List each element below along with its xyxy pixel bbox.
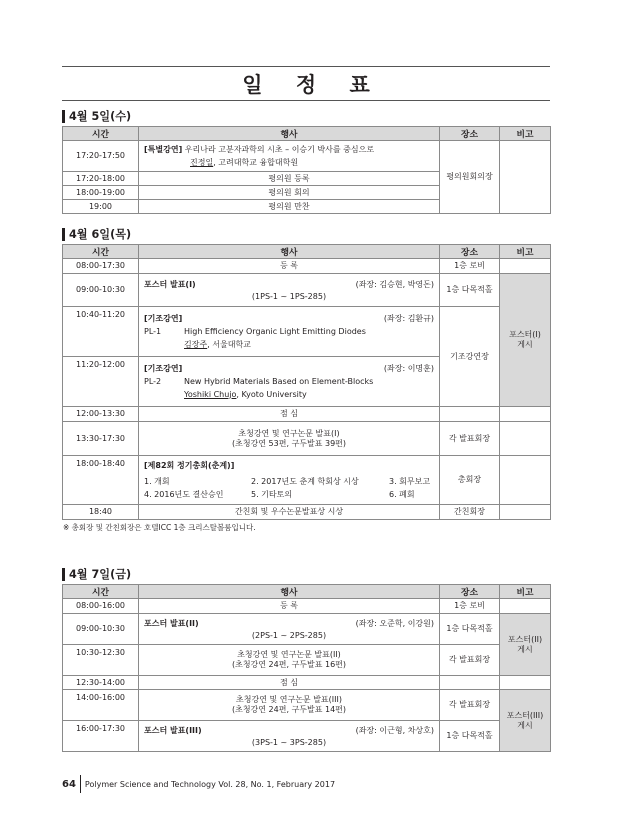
table-row: 17:20-18:00 평의원 등록 (63, 172, 551, 186)
table-row: 13:30-17:30 초청강연 및 연구논문 발표(I) (초청강연 53편, 구두발표 39편) 각 발표회장 (63, 422, 551, 456)
page-footer (62, 775, 335, 793)
table-row: 08:00-17:30 등 록 1층 로비 (63, 259, 551, 274)
day2-section (62, 226, 550, 533)
day1-heading: 4월 5일(수) (62, 108, 550, 124)
poster3-note-cell: 포스터(III) 게시 (500, 690, 551, 752)
table-row: 12:00-13:30 점 심 (63, 407, 551, 422)
table-header: 시간 행사 장소 비고 (63, 245, 551, 259)
poster-note-cell: 포스터(I) 게시 (500, 274, 551, 407)
footer-divider (80, 775, 81, 793)
top-rule (62, 66, 550, 67)
section-bar-icon (62, 228, 65, 241)
table-row: 18:00-18:40 [제82회 정기총회(춘계)] 1. 개회 2. 2017년도 춘계 학회상 시상 3. 회무보고 4. 2016년도 결산승인 5. 기타토의 6. 폐회 총회장 (63, 456, 551, 505)
table-row: 12:30-14:00 점 심 (63, 676, 551, 690)
journal-citation: Polymer Science and Technology Vol. 28, No. 1, February 2017 (84, 779, 336, 789)
table-row: 14:00-16:00 초청강연 및 연구논문 발표(III) (초청강연 24편, 구두발표 14편) 각 발표회장 포스터(III) 게시 (63, 690, 551, 721)
title-rule (62, 100, 550, 101)
table-row: 09:00-10:30 포스터 발표(I) (좌장: 김승현, 박영돈) (1PS-1 ~ 1PS-285) 1층 다목적홀 포스터(I) 게시 (63, 274, 551, 307)
table-header: 시간 행사 장소 비고 (63, 127, 551, 141)
section-bar-icon (62, 110, 65, 123)
table-row: 09:00-10:30 포스터 발표(II) (좌장: 오준학, 이강원) (2PS-1 ~ 2PS-285) 1층 다목적홀 포스터(II) 게시 (63, 614, 551, 645)
table-row: 11:20-12:00 [기조강연] (좌장: 이명훈) PL-2 New Hybrid Materials Based on Element-Blocks Yoshiki Chujo , Kyoto University (63, 357, 551, 407)
table-row: 10:40-11:20 [기조강연] (좌장: 김환규) PL-1 High Efficiency Organic Light Emitting Diodes 김장주 , 서울대학교 기조강연장 (63, 307, 551, 357)
table-row: 16:00-17:30 포스터 발표(III) (좌장: 이근형, 차상호) (3PS-1 ~ 3PS-285) 1층 다목적홀 (63, 721, 551, 752)
day3-section (62, 566, 550, 752)
page-number: 64 (62, 778, 76, 790)
day3-heading: 4월 7일(금) (62, 566, 550, 582)
table-row: 17:20-17:50 [특별강연] 우리나라 고분자과학의 시초 – 이승기 박사를 중심으로 진정일 , 고려대학교 융합대학원 평의원회의장 (63, 141, 551, 172)
footnote: ※ 총회장 및 간친회장은 호텔ICC 1층 크리스탈볼룸입니다. (63, 523, 256, 532)
day2-table (62, 244, 551, 520)
table-row: 10:30-12:30 초청강연 및 연구논문 발표(II) (초청강연 24편, 구두발표 16편) 각 발표회장 (63, 645, 551, 676)
day3-table (62, 584, 551, 752)
day1-table (62, 126, 551, 214)
poster2-note-cell: 포스터(II) 게시 (500, 614, 551, 676)
day1-section (62, 108, 550, 214)
table-row: 19:00 평의원 만찬 (63, 200, 551, 214)
table-row: 18:40 간친회 및 우수논문발표상 시상 간친회장 (63, 505, 551, 520)
table-row: 08:00-16:00 등 록 1층 로비 (63, 599, 551, 614)
table-header: 시간 행사 장소 비고 (63, 585, 551, 599)
section-bar-icon (62, 568, 65, 581)
page-title: 일 정 표 (242, 73, 383, 97)
day2-heading: 4월 6일(목) (62, 226, 550, 242)
table-row: 18:00-19:00 평의원 회의 (63, 186, 551, 200)
